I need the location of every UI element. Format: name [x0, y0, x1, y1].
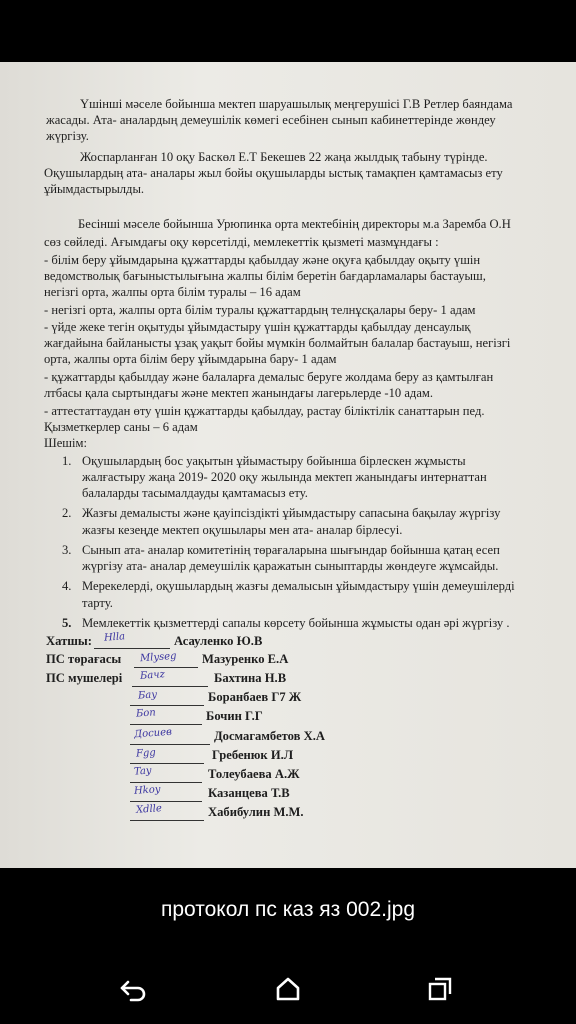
decision-number: 2.	[62, 506, 72, 520]
decision-line: балаларды тасымалдауды қамтамасыз ету.	[82, 486, 308, 500]
decision-line: Мерекелерді, оқушылардың жазғы демалысын ұйымдастыру үшін демеушілерді	[82, 579, 515, 593]
handwritten-signature: Tay	[133, 765, 152, 778]
recents-icon	[426, 975, 454, 1003]
doc-line: ұйымдастырылды.	[44, 182, 145, 196]
handwritten-signature: Досиев	[133, 726, 173, 741]
decision-line: Оқушылардың бос уақытын ұйымастыру бойынша бірлескен жұмысты	[82, 454, 466, 468]
doc-line: жағдайына байланысты ұзақ уақыт бойы мүмкін болмайтын балалар бастауыш, негізгі	[44, 336, 511, 350]
doc-line: - білім беру ұйымдарына құжаттарды қабылдау және оқуға қабылдау оқыту үшін	[44, 253, 481, 267]
doc-line: жүргізу.	[46, 129, 89, 143]
doc-line: жасады. Ата- аналардың демеушілік көмегі есебінен сынып кабинеттерінде жөндеу	[46, 113, 496, 127]
secretary-label: Хатшы:	[46, 634, 92, 648]
member-name: Толеубаева А.Ж	[208, 767, 300, 781]
recents-button[interactable]	[420, 971, 460, 1007]
document-image[interactable]	[0, 62, 576, 868]
decision-line: тарту.	[82, 596, 113, 610]
decision-line: Жазғы демалысты және қауіпсіздікті ұйымдастыру сапасына бақылау жүргізу	[82, 506, 501, 520]
signature-line	[130, 744, 210, 745]
handwritten-signature: Hkoy	[133, 784, 161, 797]
signature-line	[94, 648, 170, 649]
doc-line: Жоспарланған 10 оқу Баскөл Е.Т Бекешев 22 жаңа жылдық табыну түрінде.	[80, 150, 488, 164]
handwritten-signature: Xdlle	[135, 803, 163, 816]
member-name: Казанцева Т.В	[208, 786, 290, 800]
doc-line: Үшінші мәселе бойынша мектеп шаруашылық меңгерушісі Г.В Ретлер баяндама	[80, 97, 513, 111]
chair-name: Мазуренко Е.А	[202, 652, 289, 666]
doc-line: сөз сөйледі. Ағымдағы оқу көрсетілді, мемлекеттік қызметі мазмұндағы :	[44, 235, 439, 249]
signature-line	[130, 724, 202, 725]
doc-line: - үйде жеке тегін оқытуды ұйымдастыру үшін құжаттарды қабылдау денсаулық	[44, 320, 471, 334]
decision-number: 3.	[62, 543, 72, 557]
doc-line: негізгі орта, жалпы орта білім туралы – 16 адам	[44, 285, 301, 299]
decision-heading: Шешім:	[44, 436, 87, 450]
decision-line: Сынып ата- аналар комитетінің төрағаларына шығындар бойынша қатаң есеп	[82, 543, 500, 557]
doc-line: Оқушылардың ата- аналары жыл бойы оқушыларды ыстық тамақпен қамтамасыз ету	[44, 166, 503, 180]
decision-number: 4.	[62, 579, 72, 593]
member-name: Боранбаев Г7 Ж	[208, 690, 302, 704]
doc-line: - негізгі орта, жалпы орта білім туралы құжаттардың телнұсқалары беру- 1 адам	[44, 303, 476, 317]
image-filename: протокол пс каз яз 002.jpg	[160, 898, 416, 921]
doc-line: Бесінші мәселе бойынша Урюпинка орта мектебінің директоры м.а Заремба О.Н	[78, 217, 511, 231]
handwritten-signature: Бay	[137, 689, 158, 702]
doc-line: лтбасы қала сыртындағы және мектеп жанындағы лагерьлерде -10 адам.	[44, 386, 434, 400]
signature-line	[134, 667, 198, 668]
members-label: ПС мушелері	[46, 671, 123, 685]
signature-line	[130, 705, 204, 706]
decision-number: 1.	[62, 454, 72, 468]
doc-line: ведомстволық бағыныстылығына жалпы білім беретін бағдарламалары бастауыш,	[44, 269, 486, 283]
handwritten-signature: Бon	[135, 707, 157, 720]
decision-number: 5.	[62, 616, 72, 630]
navigation-bar	[0, 955, 576, 1024]
handwritten-signature: Hlla	[103, 631, 126, 644]
doc-line: орта, жалпы орта білім беру ұйымдарына бару- 1 адам	[44, 352, 337, 366]
doc-line: Қызметкерлер саны – 6 адам	[44, 420, 198, 434]
signature-line	[130, 801, 202, 802]
chair-label: ПС төрағасы	[46, 652, 122, 666]
decision-line: Мемлекеттік қызметтерді сапалы көрсету бойынша жұмысты одан әрі жүргізу .	[82, 616, 510, 630]
decision-line: жазғы кезеңде мектеп оқушылары мен ата- аналар бірлесуі.	[82, 523, 403, 537]
member-name: Досмагамбетов Х.А	[214, 729, 325, 743]
signature-line	[132, 686, 208, 687]
member-name: Хабибулин М.М.	[208, 805, 304, 819]
doc-line: - құжаттарды қабылдау және балаларға демалыс беруге жолдама беру аз қамтылған	[44, 370, 494, 384]
decision-line: жүргізу ата- аналар демеушілік қаражатын сыныптарды жөндеуге жұмсайды.	[82, 559, 499, 573]
signature-line	[130, 782, 202, 783]
home-button[interactable]	[268, 971, 308, 1007]
decision-line: жалғастыру жаңа 2019- 2020 оқу жылында мектеп жанындағы интернаттан	[82, 470, 487, 484]
secretary-name: Асауленко Ю.В	[174, 634, 263, 648]
member-name: Бочин Г.Г	[206, 709, 263, 723]
member-name: Гребенюк И.Л	[212, 748, 294, 762]
handwritten-signature: Fgg	[135, 747, 157, 760]
handwritten-signature: Бачz	[139, 669, 166, 682]
member-name: Бахтина Н.В	[214, 671, 287, 685]
signature-line	[130, 763, 204, 764]
back-icon	[119, 976, 149, 1002]
back-button[interactable]	[114, 971, 154, 1007]
handwritten-signature: Mlyseg	[139, 650, 177, 665]
signature-line	[130, 820, 204, 821]
doc-line: - аттестаттаудан өту үшін құжаттарды қабылдау, растау біліктілік санаттарын пед.	[44, 404, 485, 418]
home-icon	[274, 975, 302, 1003]
